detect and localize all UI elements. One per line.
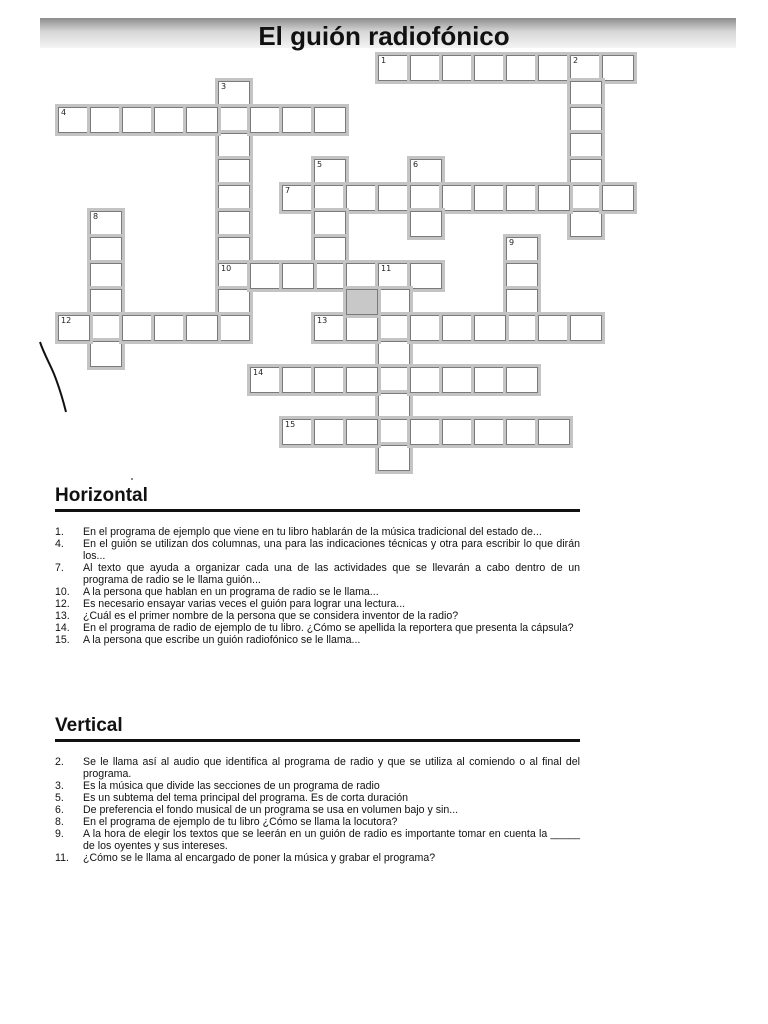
crossword-cell[interactable] bbox=[282, 185, 314, 211]
crossword-cell[interactable] bbox=[346, 367, 378, 393]
crossword-cell[interactable] bbox=[218, 263, 250, 289]
crossword-cell[interactable] bbox=[218, 159, 250, 185]
crossword-cell[interactable] bbox=[410, 185, 442, 211]
crossword-cell[interactable] bbox=[474, 185, 506, 211]
crossword-cell[interactable] bbox=[506, 237, 538, 263]
clue-item-number: 6. bbox=[55, 804, 64, 816]
crossword-cell[interactable] bbox=[314, 185, 346, 211]
crossword-cell[interactable] bbox=[314, 211, 346, 237]
crossword-cell[interactable] bbox=[90, 341, 122, 367]
crossword-cell[interactable] bbox=[218, 315, 250, 341]
clue-item-text: En el programa de radio de ejemplo de tu libro. ¿Cómo se apellida la reportera que presenta la cápsula? bbox=[83, 622, 574, 634]
vertical-clue-list bbox=[55, 756, 580, 864]
page-title: El guión radiofónico bbox=[258, 21, 510, 51]
crossword-cell[interactable] bbox=[282, 419, 314, 445]
crossword-cell[interactable] bbox=[218, 289, 250, 315]
clue-item bbox=[55, 816, 580, 828]
clue-item bbox=[55, 610, 580, 622]
clue-item-text: Al texto que ayuda a organizar cada una de las actividades que se llevarán a cabo dentro de un programa de radio se le llama guión... bbox=[83, 562, 580, 586]
crossword-cell[interactable] bbox=[346, 185, 378, 211]
crossword-cell[interactable] bbox=[378, 419, 410, 445]
crossword-cell[interactable] bbox=[410, 55, 442, 81]
clue-number: 7 bbox=[285, 186, 291, 195]
crossword-cell[interactable] bbox=[442, 55, 474, 81]
clue-item-number: 5. bbox=[55, 792, 64, 804]
crossword-cell[interactable] bbox=[90, 211, 122, 237]
crossword-cell[interactable] bbox=[570, 315, 602, 341]
crossword-cell[interactable] bbox=[250, 367, 282, 393]
clue-number: 15 bbox=[285, 420, 296, 429]
crossword-cell[interactable] bbox=[538, 55, 570, 81]
crossword-cell[interactable] bbox=[282, 107, 314, 133]
crossword-cell[interactable] bbox=[538, 419, 570, 445]
clue-item-number: 11. bbox=[55, 852, 69, 864]
crossword-cell[interactable] bbox=[442, 419, 474, 445]
clue-item bbox=[55, 804, 580, 816]
clue-number: 4 bbox=[61, 108, 67, 117]
clue-item-number: 2. bbox=[55, 756, 64, 768]
crossword-cell[interactable] bbox=[410, 159, 442, 185]
crossword-cell[interactable] bbox=[378, 393, 410, 419]
clue-number: 1 bbox=[381, 56, 387, 65]
crossword-cell[interactable] bbox=[378, 55, 410, 81]
crossword-cell[interactable] bbox=[410, 367, 442, 393]
crossword-cell-shaded[interactable] bbox=[346, 289, 378, 315]
crossword-cell[interactable] bbox=[186, 315, 218, 341]
clue-item bbox=[55, 586, 580, 598]
clue-item bbox=[55, 852, 580, 864]
crossword-cell[interactable] bbox=[346, 263, 378, 289]
crossword-cell[interactable] bbox=[570, 81, 602, 107]
crossword-cell[interactable] bbox=[474, 315, 506, 341]
horizontal-section bbox=[55, 484, 580, 646]
crossword-cell[interactable] bbox=[314, 237, 346, 263]
clue-item bbox=[55, 526, 580, 538]
clue-item-text: Es necesario ensayar varias veces el guión para lograr una lectura... bbox=[83, 598, 406, 610]
crossword-cell[interactable] bbox=[474, 55, 506, 81]
crossword-cell[interactable] bbox=[378, 315, 410, 341]
clue-item bbox=[55, 622, 580, 634]
clue-item-number: 10. bbox=[55, 586, 70, 598]
crossword-cell[interactable] bbox=[346, 315, 378, 341]
vertical-heading: Vertical bbox=[55, 714, 580, 742]
crossword-cell[interactable] bbox=[218, 211, 250, 237]
crossword-cell[interactable] bbox=[90, 263, 122, 289]
vertical-section bbox=[55, 714, 580, 864]
crossword-cell[interactable] bbox=[378, 367, 410, 393]
crossword-cell[interactable] bbox=[474, 367, 506, 393]
crossword-cell[interactable] bbox=[314, 159, 346, 185]
clue-item-text: De preferencia el fondo musical de un programa se usa en volumen bajo y sin... bbox=[83, 804, 459, 816]
clue-item bbox=[55, 562, 580, 586]
clue-item-text: En el programa de ejemplo de tu libro ¿Cómo se llama la locutora? bbox=[83, 816, 398, 828]
crossword-cell[interactable] bbox=[570, 133, 602, 159]
crossword-cell[interactable] bbox=[410, 419, 442, 445]
crossword-cell[interactable] bbox=[122, 315, 154, 341]
crossword-cell[interactable] bbox=[602, 55, 634, 81]
crossword-cell[interactable] bbox=[570, 55, 602, 81]
clue-item-text: ¿Cómo se le llama al encargado de poner la música y grabar el programa? bbox=[83, 852, 436, 864]
crossword-cell[interactable] bbox=[314, 263, 346, 289]
crossword-cell[interactable] bbox=[602, 185, 634, 211]
clue-item bbox=[55, 756, 580, 780]
clue-item-number: 4. bbox=[55, 538, 64, 550]
clue-item-text: A la persona que escribe un guión radiofónico se le llama... bbox=[83, 634, 361, 646]
crossword-cell[interactable] bbox=[218, 237, 250, 263]
clue-item-number: 1. bbox=[55, 526, 64, 538]
clue-item-text: Es un subtema del tema principal del programa. Es de corta duración bbox=[83, 792, 409, 804]
crossword-cell[interactable] bbox=[570, 211, 602, 237]
clue-number: 3 bbox=[221, 82, 227, 91]
crossword-cell[interactable] bbox=[90, 289, 122, 315]
crossword-cell[interactable] bbox=[186, 107, 218, 133]
crossword-cell[interactable] bbox=[506, 289, 538, 315]
crossword-cell[interactable] bbox=[378, 289, 410, 315]
crossword-cell[interactable] bbox=[378, 341, 410, 367]
crossword-cell[interactable] bbox=[58, 107, 90, 133]
crossword-cell[interactable] bbox=[442, 315, 474, 341]
crossword-cell[interactable] bbox=[314, 315, 346, 341]
crossword-cell[interactable] bbox=[474, 419, 506, 445]
clue-item-text: En el programa de ejemplo que viene en tu libro hablarán de la música tradicional del estado de... bbox=[83, 526, 542, 538]
crossword-cell[interactable] bbox=[570, 185, 602, 211]
crossword-cell[interactable] bbox=[538, 315, 570, 341]
clue-item-number: 14. bbox=[55, 622, 70, 634]
clue-item-text: A la hora de elegir los textos que se leerán en un guión de radio es importante tomar en cuenta la _____ de los oyentes y sus intereses. bbox=[83, 828, 580, 852]
clue-number: 12 bbox=[61, 316, 72, 325]
clue-item-text: A la persona que hablan en un programa de radio se le llama... bbox=[83, 586, 379, 598]
crossword-cell[interactable] bbox=[314, 107, 346, 133]
clue-item-text: ¿Cuál es el primer nombre de la persona que se considera inventor de la radio? bbox=[83, 610, 459, 622]
crossword-cell[interactable] bbox=[378, 185, 410, 211]
clue-number: 2 bbox=[573, 56, 579, 65]
crossword-cell[interactable] bbox=[314, 419, 346, 445]
clue-item-number: 3. bbox=[55, 780, 64, 792]
clue-number: 6 bbox=[413, 160, 419, 169]
crossword-cell[interactable] bbox=[506, 263, 538, 289]
clue-item-number: 12. bbox=[55, 598, 70, 610]
clue-item-text: Se le llama así al audio que identifica al programa de radio y que se utiliza al comiendo o al final del programa. bbox=[83, 756, 580, 780]
clue-number: 8 bbox=[93, 212, 99, 221]
pen-stroke bbox=[36, 340, 76, 420]
clue-item bbox=[55, 828, 580, 852]
crossword-cell[interactable] bbox=[218, 133, 250, 159]
clue-item bbox=[55, 780, 580, 792]
clue-item-number: 9. bbox=[55, 828, 64, 840]
crossword-cell[interactable] bbox=[570, 107, 602, 133]
crossword-cell[interactable] bbox=[218, 81, 250, 107]
clue-item-number: 7. bbox=[55, 562, 64, 574]
clue-item-number: 8. bbox=[55, 816, 64, 828]
crossword-cell[interactable] bbox=[442, 367, 474, 393]
crossword-cell[interactable] bbox=[346, 419, 378, 445]
crossword-cell[interactable] bbox=[58, 315, 90, 341]
crossword-cell[interactable] bbox=[90, 237, 122, 263]
crossword-cell[interactable] bbox=[218, 185, 250, 211]
horizontal-heading: Horizontal bbox=[55, 484, 580, 512]
crossword-cell[interactable] bbox=[122, 107, 154, 133]
crossword-cell[interactable] bbox=[506, 55, 538, 81]
crossword-cell[interactable] bbox=[538, 185, 570, 211]
crossword-cell[interactable] bbox=[250, 263, 282, 289]
crossword-cell[interactable] bbox=[378, 263, 410, 289]
crossword-cell[interactable] bbox=[218, 107, 250, 133]
clue-number: 14 bbox=[253, 368, 264, 377]
clue-item bbox=[55, 634, 580, 646]
crossword-cell[interactable] bbox=[154, 107, 186, 133]
clue-item-number: 15. bbox=[55, 634, 70, 646]
clue-item bbox=[55, 792, 580, 804]
clue-item bbox=[55, 598, 580, 610]
crossword-cell[interactable] bbox=[442, 185, 474, 211]
horizontal-clue-list bbox=[55, 526, 580, 646]
crossword-cell[interactable] bbox=[506, 367, 538, 393]
crossword-cell[interactable] bbox=[506, 315, 538, 341]
crossword-cell[interactable] bbox=[410, 211, 442, 237]
clue-number: 5 bbox=[317, 160, 323, 169]
clue-item-number: 13. bbox=[55, 610, 70, 622]
clue-number: 9 bbox=[509, 238, 515, 247]
clue-item-text: Es la música que divide las secciones de un programa de radio bbox=[83, 780, 380, 792]
crossword-cell[interactable] bbox=[282, 263, 314, 289]
speck bbox=[131, 478, 133, 480]
crossword-cell[interactable] bbox=[570, 159, 602, 185]
crossword-cell[interactable] bbox=[282, 367, 314, 393]
crossword-cell[interactable] bbox=[410, 315, 442, 341]
crossword-cell[interactable] bbox=[250, 107, 282, 133]
clue-number: 13 bbox=[317, 316, 328, 325]
crossword-cell[interactable] bbox=[90, 315, 122, 341]
crossword-cell[interactable] bbox=[378, 445, 410, 471]
clue-number: 10 bbox=[221, 264, 232, 273]
crossword-cell[interactable] bbox=[506, 419, 538, 445]
clue-item bbox=[55, 538, 580, 562]
crossword-cell[interactable] bbox=[154, 315, 186, 341]
clue-number: 11 bbox=[381, 264, 392, 273]
crossword-cell[interactable] bbox=[506, 185, 538, 211]
clue-item-text: En el guión se utilizan dos columnas, una para las indicaciones técnicas y otra para escribir lo que dirán los... bbox=[83, 538, 580, 562]
crossword-cell[interactable] bbox=[90, 107, 122, 133]
crossword-cell[interactable] bbox=[410, 263, 442, 289]
crossword-cell[interactable] bbox=[314, 367, 346, 393]
